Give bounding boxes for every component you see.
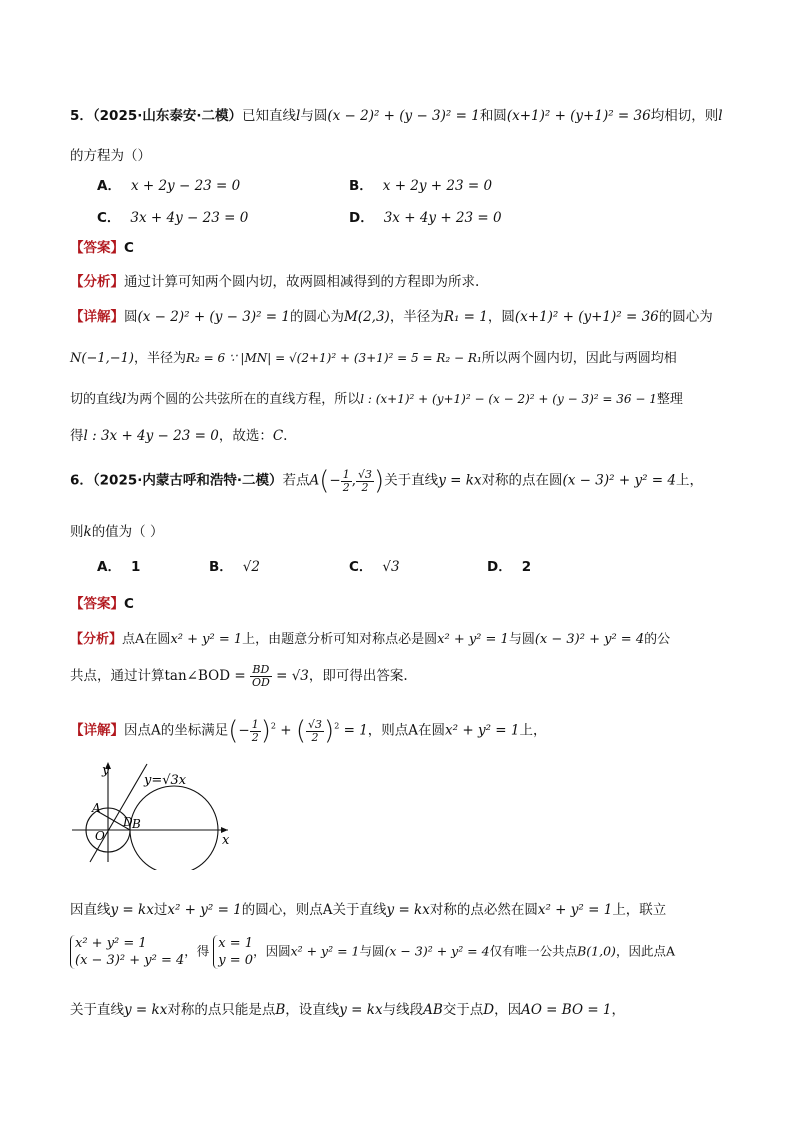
- q5-detail-line3: 切的直线l为两个圆的公共弦所在的直线方程，所以l : (x+1)² + (y+1)² − (x − 2)² + (y − 3)² = 36 − 1整理: [70, 392, 683, 407]
- q6-option-c: C． √3: [349, 559, 400, 575]
- line-label: y=√3x: [144, 773, 187, 788]
- q5-circle-eq2: (x+1)² + (y+1)² = 36: [506, 108, 651, 124]
- large-circle: [130, 786, 218, 870]
- system-2: x = 1 y = 0: [213, 935, 253, 969]
- q5-stem-line1: 5．（2025·山东泰安·二模）已知直线l与圆(x − 2)² + (y − 3)² = 1和圆(x+1)² + (y+1)² = 36均相切，则l: [70, 108, 723, 124]
- q5-option-a: A． x + 2y − 23 = 0: [97, 178, 241, 194]
- q5-detail-line1: 【详解】圆(x − 2)² + (y − 3)² = 1的圆心为M(2,3)，半径为R₁ = 1，圆(x+1)² + (y+1)² = 36的圆心为: [70, 309, 713, 325]
- q6-stem-line1: 6．（2025·内蒙古呼和浩特·二模）若点A(− $\frac{1}{2}$ , $\frac{√3}{2}$ )关于直线y = kx对称的点在圆(x − 3)² + y² = 4上，: [70, 466, 703, 496]
- q6-detail-line3: x² + y² = 1 (x − 3)² + y² = 4 ，得 x = 1 y = 0 ，因圆x² + y² = 1与圆(x − 3)² + y² = 4仅有唯一公共点B(1,0)，因此点A: [70, 935, 734, 969]
- q6-option-b: B． √2: [209, 559, 260, 575]
- q6-source: （2025·内蒙古呼和浩特·二模）: [92, 472, 283, 489]
- q6-detail-line2: 因直线y = kx过x² + y² = 1的圆心，则点A关于直线y = kx对称的点必然在圆x² + y² = 1上，联立: [70, 902, 667, 918]
- q6-answer: 【答案】C: [70, 596, 134, 612]
- system-1: x² + y² = 1 (x − 3)² + y² = 4: [70, 935, 184, 969]
- q6-stem-line2: 则k的值为（ ）: [70, 524, 164, 540]
- q5-analysis: 【分析】通过计算可知两个圆内切，故两圆相减得到的方程即为所求.: [70, 274, 480, 290]
- point-d-label: D: [123, 815, 133, 829]
- q5-option-d: D． 3x + 4y + 23 = 0: [349, 210, 502, 226]
- q5-circle-eq1: (x − 2)² + (y − 3)² = 1: [327, 108, 480, 124]
- point-a-label: A: [92, 801, 101, 815]
- q6-option-a: A． 1: [97, 559, 141, 575]
- q5-answer: 【答案】C: [70, 240, 134, 256]
- q5-number: 5．: [70, 108, 93, 124]
- q6-analysis-line2: 共点，通过计算tan∠BOD = $\frac{BD}{OD}$ = √3，即可得出答案.: [70, 663, 408, 689]
- y-axis-label: y: [102, 763, 110, 778]
- q6-figure: [68, 758, 238, 870]
- q6-analysis-line1: 【分析】点A在圆x² + y² = 1上，由题意分析可知对称点必是圆x² + y² = 1与圆(x − 3)² + y² = 4的公: [70, 632, 671, 647]
- point-b-label: B: [132, 817, 141, 831]
- q6-option-d: D． 2: [487, 559, 532, 575]
- q6-detail-line1: 【详解】因点A的坐标满足(− $\frac{1}{2}$ )$^2$ + ( $\frac{√3}{2}$ )$^2$ = 1，则点A在圆x² + y² = 1上，: [70, 716, 547, 746]
- q6-number: 6．: [70, 472, 93, 489]
- point-o-label: O: [95, 829, 105, 843]
- q5-option-b: B． x + 2y + 23 = 0: [349, 178, 493, 194]
- q5-detail-line4: 得l : 3x + 4y − 23 = 0，故选：C.: [70, 428, 288, 444]
- q5-option-c: C． 3x + 4y − 23 = 0: [97, 210, 249, 226]
- q5-detail-line2: N(−1,−1)，半径为R₂ = 6 ∵ |MN| = √(2+1)² + (3+1)² = 5 = R₂ − R₁所以两个圆内切，因此与两圆均相: [70, 351, 677, 366]
- q5-stem-line2: 的方程为（）: [70, 148, 151, 164]
- x-axis-label: x: [222, 833, 230, 848]
- q6-detail-line4: 关于直线y = kx对称的点只能是点B，设直线y = kx与线段AB交于点D，因AO = BO = 1，: [70, 1002, 626, 1018]
- q5-source: （2025·山东泰安·二模）: [92, 108, 242, 124]
